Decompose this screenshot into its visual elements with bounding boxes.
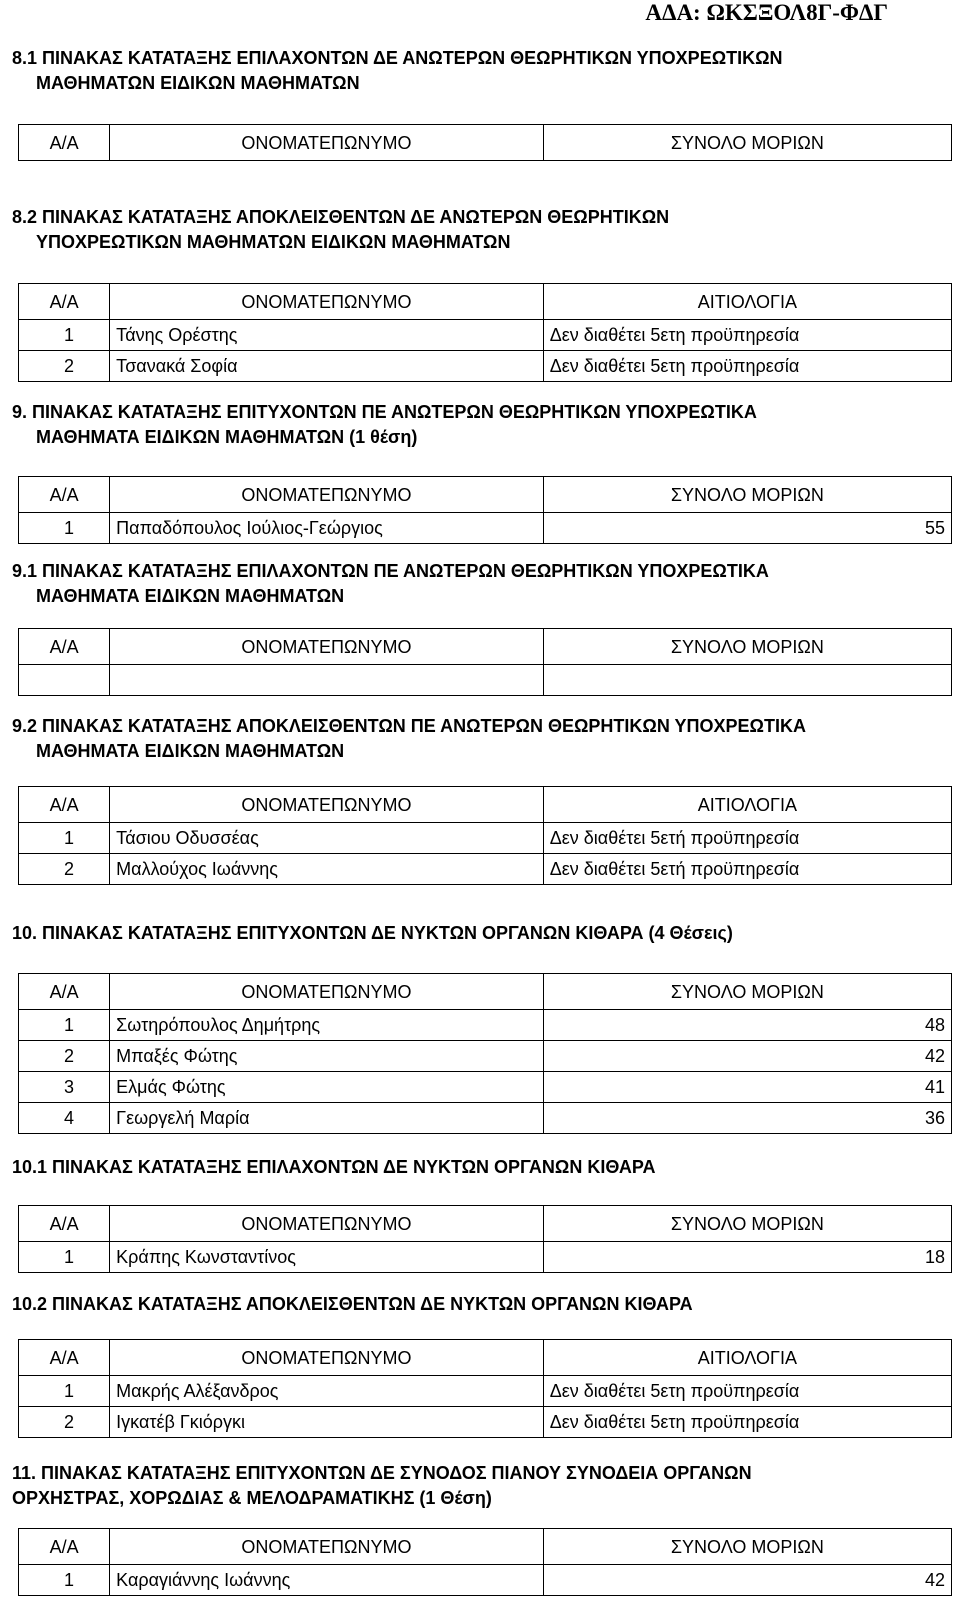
ranking-table <box>18 476 952 544</box>
table-header-row <box>19 1206 952 1242</box>
header-fullname: ΟΝΟΜΑΤΕΠΩΝΥΜΟ <box>110 787 544 823</box>
header-fullname: ΟΝΟΜΑΤΕΠΩΝΥΜΟ <box>110 284 544 320</box>
section-heading <box>12 400 942 450</box>
cell-aa: 1 <box>19 320 110 351</box>
table-row <box>19 1407 952 1438</box>
cell-aa: 1 <box>19 1242 110 1273</box>
header-fullname: ΟΝΟΜΑΤΕΠΩΝΥΜΟ <box>110 974 544 1010</box>
cell-reason: Δεν διαθέτει 5ετη προϋπηρεσία <box>543 1376 951 1407</box>
table-header-row <box>19 974 952 1010</box>
section-title-line2: ΜΑΘΗΜΑΤΑ ΕΙΔΙΚΩΝ ΜΑΘΗΜΑΤΩΝ <box>36 586 345 606</box>
ranking-table <box>18 1528 952 1596</box>
header-fullname: ΟΝΟΜΑΤΕΠΩΝΥΜΟ <box>110 629 544 665</box>
cell-aa: 1 <box>19 1565 110 1596</box>
header-reason: ΑΙΤΙΟΛΟΓΙΑ <box>543 284 951 320</box>
cell-fullname <box>110 665 544 696</box>
table-header-row <box>19 1340 952 1376</box>
header-fullname: ΟΝΟΜΑΤΕΠΩΝΥΜΟ <box>110 1206 544 1242</box>
table-row <box>19 1565 952 1596</box>
table-header-row <box>19 125 952 161</box>
section-title-line1: 9.1 ΠΙΝΑΚΑΣ ΚΑΤΑΤΑΞΗΣ ΕΠΙΛΑΧΟΝΤΩΝ ΠΕ ΑΝΩΤΕΡΩΝ ΘΕΩΡΗΤΙΚΩΝ ΥΠΟΧΡΕΩΤΙΚΑ <box>12 561 769 581</box>
cell-points <box>543 665 951 696</box>
section-title-line1: 8.1 ΠΙΝΑΚΑΣ ΚΑΤΑΤΑΞΗΣ ΕΠΙΛΑΧΟΝΤΩΝ ΔΕ ΑΝΩΤΕΡΩΝ ΘΕΩΡΗΤΙΚΩΝ ΥΠΟΧΡΕΩΤΙΚΩΝ <box>12 48 783 68</box>
ranking-table <box>18 973 952 1134</box>
cell-fullname: Τάσιου Οδυσσέας <box>110 823 544 854</box>
table-row <box>19 1072 952 1103</box>
header-total-points: ΣΥΝΟΛΟ ΜΟΡΙΩΝ <box>543 1529 951 1565</box>
table-header-row <box>19 477 952 513</box>
header-reason: ΑΙΤΙΟΛΟΓΙΑ <box>543 1340 951 1376</box>
ranking-table <box>18 124 952 161</box>
cell-points: 36 <box>543 1103 951 1134</box>
ranking-table <box>18 1205 952 1273</box>
header-aa: Α/Α <box>19 125 110 161</box>
header-aa: Α/Α <box>19 1529 110 1565</box>
cell-fullname: Τάνης Ορέστης <box>110 320 544 351</box>
cell-fullname: Τσανακά Σοφία <box>110 351 544 382</box>
cell-fullname: Ιγκατέβ Γκιόργκι <box>110 1407 544 1438</box>
cell-reason: Δεν διαθέτει 5ετη προϋπηρεσία <box>543 1407 951 1438</box>
section-heading <box>12 1155 942 1180</box>
section-title-line1: 10. ΠΙΝΑΚΑΣ ΚΑΤΑΤΑΞΗΣ ΕΠΙΤΥΧΟΝΤΩΝ ΔΕ ΝΥΚΤΩΝ ΟΡΓΑΝΩΝ ΚΙΘΑΡΑ (4 Θέσεις) <box>12 923 733 943</box>
section-heading <box>12 921 942 946</box>
section-title-line1: 9. ΠΙΝΑΚΑΣ ΚΑΤΑΤΑΞΗΣ ΕΠΙΤΥΧΟΝΤΩΝ ΠΕ ΑΝΩΤΕΡΩΝ ΘΕΩΡΗΤΙΚΩΝ ΥΠΟΧΡΕΩΤΙΚΑ <box>12 402 757 422</box>
cell-aa: 4 <box>19 1103 110 1134</box>
table-row <box>19 1376 952 1407</box>
ada-code: ΑΔΑ: ΩΚΣΞΟΛ8Γ-ΦΔΓ <box>645 0 888 25</box>
cell-reason: Δεν διαθέτει 5ετή προϋπηρεσία <box>543 823 951 854</box>
cell-fullname: Μαλλούχος Ιωάννης <box>110 854 544 885</box>
header-total-points: ΣΥΝΟΛΟ ΜΟΡΙΩΝ <box>543 1206 951 1242</box>
cell-points: 42 <box>543 1041 951 1072</box>
table-header-row <box>19 284 952 320</box>
header-fullname: ΟΝΟΜΑΤΕΠΩΝΥΜΟ <box>110 477 544 513</box>
table-header-row <box>19 629 952 665</box>
section-heading <box>12 714 942 764</box>
section-title-line2: ΜΑΘΗΜΑΤΑ ΕΙΔΙΚΩΝ ΜΑΘΗΜΑΤΩΝ <box>36 741 345 761</box>
cell-aa <box>19 665 110 696</box>
cell-reason: Δεν διαθέτει 5ετη προϋπηρεσία <box>543 320 951 351</box>
section-title-line1: 8.2 ΠΙΝΑΚΑΣ ΚΑΤΑΤΑΞΗΣ ΑΠΟΚΛΕΙΣΘΕΝΤΩΝ ΔΕ ΑΝΩΤΕΡΩΝ ΘΕΩΡΗΤΙΚΩΝ <box>12 207 670 227</box>
header-aa: Α/Α <box>19 1340 110 1376</box>
cell-fullname: Καραγιάννης Ιωάννης <box>110 1565 544 1596</box>
section-title-line2: ΟΡΧΗΣΤΡΑΣ, ΧΟΡΩΔΙΑΣ & ΜΕΛΟΔΡΑΜΑΤΙΚΗΣ (1 Θέση) <box>12 1488 492 1508</box>
section-title-line1: 10.1 ΠΙΝΑΚΑΣ ΚΑΤΑΤΑΞΗΣ ΕΠΙΛΑΧΟΝΤΩΝ ΔΕ ΝΥΚΤΩΝ ΟΡΓΑΝΩΝ ΚΙΘΑΡΑ <box>12 1157 656 1177</box>
cell-fullname: Κράπης Κωνσταντίνος <box>110 1242 544 1273</box>
cell-fullname: Μακρής Αλέξανδρος <box>110 1376 544 1407</box>
ranking-table <box>18 1339 952 1438</box>
header-fullname: ΟΝΟΜΑΤΕΠΩΝΥΜΟ <box>110 1529 544 1565</box>
header-total-points: ΣΥΝΟΛΟ ΜΟΡΙΩΝ <box>543 974 951 1010</box>
header-fullname: ΟΝΟΜΑΤΕΠΩΝΥΜΟ <box>110 125 544 161</box>
cell-fullname: Μπαξές Φώτης <box>110 1041 544 1072</box>
section-title-line1: 9.2 ΠΙΝΑΚΑΣ ΚΑΤΑΤΑΞΗΣ ΑΠΟΚΛΕΙΣΘΕΝΤΩΝ ΠΕ ΑΝΩΤΕΡΩΝ ΘΕΩΡΗΤΙΚΩΝ ΥΠΟΧΡΕΩΤΙΚΑ <box>12 716 806 736</box>
header-aa: Α/Α <box>19 974 110 1010</box>
section-heading <box>12 1292 942 1317</box>
header-total-points: ΣΥΝΟΛΟ ΜΟΡΙΩΝ <box>543 477 951 513</box>
cell-aa: 2 <box>19 351 110 382</box>
table-row <box>19 823 952 854</box>
cell-points: 48 <box>543 1010 951 1041</box>
table-row <box>19 1041 952 1072</box>
section-heading <box>12 1461 942 1511</box>
table-header-row <box>19 787 952 823</box>
cell-points: 42 <box>543 1565 951 1596</box>
cell-reason: Δεν διαθέτει 5ετη προϋπηρεσία <box>543 351 951 382</box>
cell-aa: 1 <box>19 823 110 854</box>
cell-aa: 1 <box>19 513 110 544</box>
header-aa: Α/Α <box>19 629 110 665</box>
header-aa: Α/Α <box>19 1206 110 1242</box>
header-total-points: ΣΥΝΟΛΟ ΜΟΡΙΩΝ <box>543 629 951 665</box>
section-title-line1: 10.2 ΠΙΝΑΚΑΣ ΚΑΤΑΤΑΞΗΣ ΑΠΟΚΛΕΙΣΘΕΝΤΩΝ ΔΕ ΝΥΚΤΩΝ ΟΡΓΑΝΩΝ ΚΙΘΑΡΑ <box>12 1294 693 1314</box>
section-heading <box>12 46 942 96</box>
table-row <box>19 665 952 696</box>
header-fullname: ΟΝΟΜΑΤΕΠΩΝΥΜΟ <box>110 1340 544 1376</box>
section-title-line2: ΥΠΟΧΡΕΩΤΙΚΩΝ ΜΑΘΗΜΑΤΩΝ ΕΙΔΙΚΩΝ ΜΑΘΗΜΑΤΩΝ <box>36 232 511 252</box>
table-row <box>19 1010 952 1041</box>
cell-fullname: Σωτηρόπουλος Δημήτρης <box>110 1010 544 1041</box>
cell-aa: 2 <box>19 1407 110 1438</box>
table-row <box>19 320 952 351</box>
section-title-line1: 11. ΠΙΝΑΚΑΣ ΚΑΤΑΤΑΞΗΣ ΕΠΙΤΥΧΟΝΤΩΝ ΔΕ ΣΥΝΟΔΟΣ ΠΙΑΝΟΥ ΣΥΝΟΔΕΙΑ ΟΡΓΑΝΩΝ <box>12 1463 752 1483</box>
ranking-table <box>18 628 952 696</box>
cell-aa: 2 <box>19 1041 110 1072</box>
header-total-points: ΣΥΝΟΛΟ ΜΟΡΙΩΝ <box>543 125 951 161</box>
cell-points: 41 <box>543 1072 951 1103</box>
header-aa: Α/Α <box>19 477 110 513</box>
cell-reason: Δεν διαθέτει 5ετή προϋπηρεσία <box>543 854 951 885</box>
table-header-row <box>19 1529 952 1565</box>
header-aa: Α/Α <box>19 284 110 320</box>
cell-aa: 1 <box>19 1010 110 1041</box>
section-heading <box>12 559 942 609</box>
cell-aa: 1 <box>19 1376 110 1407</box>
table-row <box>19 1103 952 1134</box>
cell-points: 18 <box>543 1242 951 1273</box>
table-row <box>19 1242 952 1273</box>
table-row <box>19 513 952 544</box>
cell-fullname: Παπαδόπουλος Ιούλιος-Γεώργιος <box>110 513 544 544</box>
table-row <box>19 351 952 382</box>
header-aa: Α/Α <box>19 787 110 823</box>
header-reason: ΑΙΤΙΟΛΟΓΙΑ <box>543 787 951 823</box>
ranking-table <box>18 283 952 382</box>
cell-fullname: Γεωργελή Μαρία <box>110 1103 544 1134</box>
cell-points: 55 <box>543 513 951 544</box>
ranking-table <box>18 786 952 885</box>
table-row <box>19 854 952 885</box>
cell-fullname: Ελμάς Φώτης <box>110 1072 544 1103</box>
section-title-line2: ΜΑΘΗΜΑΤΩΝ ΕΙΔΙΚΩΝ ΜΑΘΗΜΑΤΩΝ <box>36 73 360 93</box>
section-heading <box>12 205 942 255</box>
cell-aa: 3 <box>19 1072 110 1103</box>
cell-aa: 2 <box>19 854 110 885</box>
section-title-line2: ΜΑΘΗΜΑΤΑ ΕΙΔΙΚΩΝ ΜΑΘΗΜΑΤΩΝ (1 θέση) <box>36 427 418 447</box>
